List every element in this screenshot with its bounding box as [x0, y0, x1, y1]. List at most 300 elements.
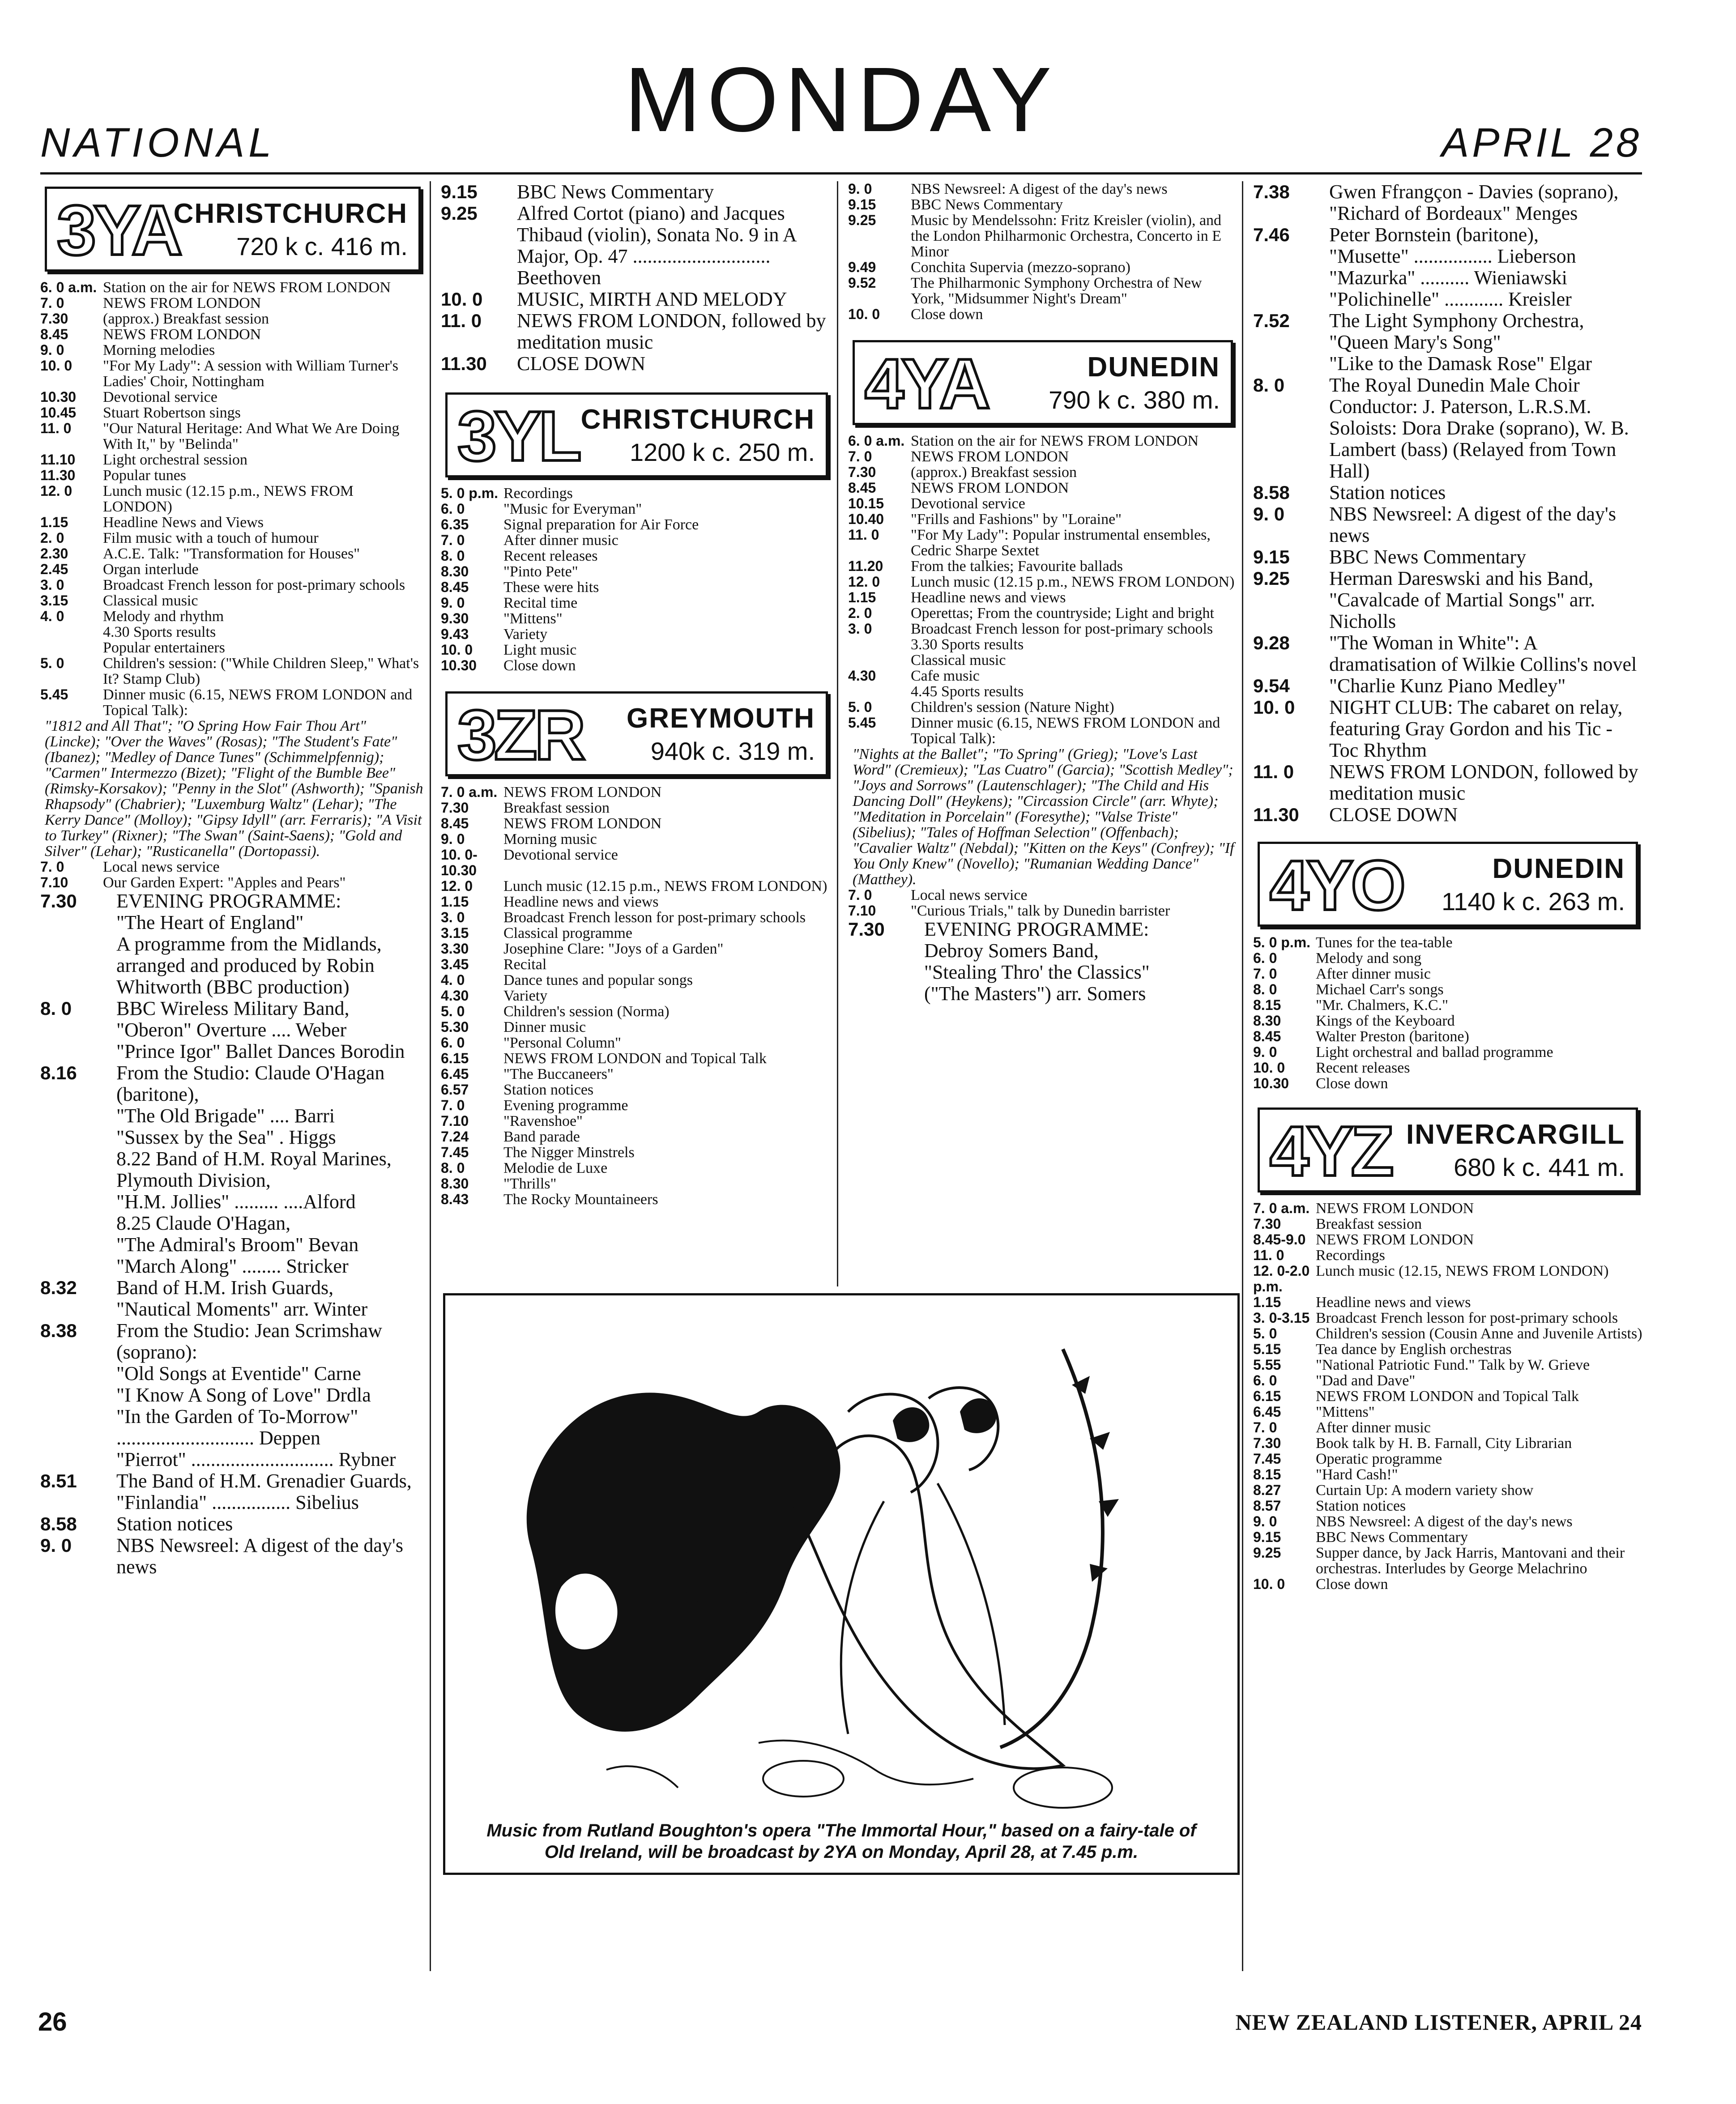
- entry-time: [40, 1041, 116, 1062]
- schedule-entry: [40, 640, 425, 656]
- entry-description: "H.M. Jollies" ......... ....Alford: [116, 1191, 356, 1213]
- station-header-3ya: [45, 187, 421, 272]
- entry-description: The Nigger Minstrels: [503, 1144, 635, 1161]
- entry-description: "Nautical Moments" arr. Winter: [116, 1298, 368, 1320]
- entry-time: 8. 0: [40, 998, 72, 1019]
- entry-description: Light orchestral session: [103, 451, 247, 468]
- entry-time: 6.45: [1253, 1404, 1281, 1420]
- entry-time: 11. 0: [1253, 1247, 1284, 1263]
- entry-description: NBS Newsreel: A digest of the day's news: [1316, 1513, 1573, 1530]
- entry-description: From the Studio: Jean Scrimshaw (soprano):: [116, 1320, 382, 1363]
- schedule-entry: [441, 642, 832, 658]
- entry-time: 7.38: [1253, 181, 1290, 202]
- entry-time: 9.15: [848, 196, 876, 213]
- schedule-entry: [40, 933, 425, 998]
- entry-time: 7.30: [1253, 1435, 1281, 1451]
- column-4: [1253, 181, 1642, 1592]
- entry-description: NEWS FROM LONDON: [503, 815, 662, 832]
- entry-time: 7.30: [40, 890, 77, 911]
- entry-time: 7. 0: [848, 887, 872, 903]
- schedule-entry: [40, 1234, 425, 1256]
- entry-description: Local news service: [103, 859, 220, 875]
- station-logo: 4YA: [865, 345, 988, 423]
- entry-description: Recordings: [1316, 1247, 1385, 1264]
- entry-description: Music by Mendelssohn: Fritz Kreisler (violin), and the London Philharmonic Orchestra, Concerto in E Minor: [911, 212, 1222, 260]
- entry-time: 7.10: [40, 874, 68, 890]
- schedule-entry: [848, 181, 1237, 197]
- schedule-entry: [40, 890, 425, 912]
- entry-time: 6.45: [441, 1066, 469, 1082]
- entry-time: 3.30: [441, 941, 469, 957]
- schedule-entry: [1253, 310, 1642, 332]
- entry-description: Classical music: [103, 592, 198, 609]
- entry-description: Close down: [1316, 1576, 1388, 1593]
- entry-time: [1253, 246, 1329, 267]
- schedule-entry: [1253, 375, 1642, 417]
- entry-time: 6.57: [441, 1082, 469, 1098]
- entry-description: "For My Lady": Popular instrumental ensembles, Cedric Sharpe Sextet: [911, 527, 1211, 559]
- entry-time: 11.30: [40, 467, 76, 483]
- entry-description: The Band of H.M. Grenadier Guards,: [116, 1470, 412, 1492]
- schedule-entry: [40, 1470, 425, 1492]
- entry-description: Devotional service: [911, 495, 1025, 512]
- entry-time: 9. 0: [40, 1535, 72, 1556]
- entry-time: 2.30: [40, 545, 68, 562]
- schedule-entry: [40, 1363, 425, 1384]
- entry-description: Josephine Clare: "Joys of a Garden": [503, 941, 724, 957]
- entry-time: 6. 0: [441, 1035, 465, 1051]
- entry-time: [848, 983, 924, 1005]
- entry-time: 10. 0-10.30: [441, 847, 478, 878]
- station-frequency: 1200 k c. 250 m.: [629, 438, 815, 466]
- entry-time: 12. 0: [40, 483, 73, 499]
- station-city: DUNEDIN: [1492, 853, 1625, 884]
- schedule-entry: [848, 983, 1237, 1005]
- entry-time: 11. 0: [40, 420, 72, 436]
- entry-time: 7. 0: [1253, 1419, 1277, 1435]
- schedule-entry: [848, 307, 1237, 322]
- entry-description: NEWS FROM LONDON, followed by meditation music: [1329, 761, 1638, 804]
- entry-description: 8.22 Band of H.M. Royal Marines, Plymouth Division,: [116, 1148, 392, 1191]
- entry-description: Variety: [503, 988, 548, 1004]
- entry-time: 3.45: [441, 956, 469, 972]
- entry-description: "Mittens": [503, 610, 563, 627]
- entry-time: 7.10: [441, 1113, 469, 1129]
- entry-description: NBS Newsreel: A digest of the day's news: [116, 1534, 403, 1578]
- schedule-entry: [40, 1213, 425, 1234]
- entry-time: [1253, 203, 1329, 224]
- schedule-entry: [1253, 1404, 1642, 1420]
- entry-description: 8.25 Claude O'Hagan,: [116, 1212, 291, 1234]
- station-logo: 4YO: [1270, 846, 1403, 925]
- entry-time: 9. 0: [1253, 503, 1285, 524]
- entry-description: Children's session: ("While Children Sleep," What's It? Stamp Club): [103, 655, 419, 687]
- entry-time: 8.45: [441, 815, 469, 831]
- schedule-entry: [1253, 589, 1642, 632]
- entry-description: Conchita Supervia (mezzo-soprano): [911, 259, 1130, 276]
- entry-time: 8.30: [1253, 1013, 1281, 1029]
- schedule-entry: [441, 910, 832, 925]
- schedule-4yo: [1253, 935, 1642, 1091]
- entry-time: 8.16: [40, 1062, 77, 1083]
- entry-time: 5.45: [40, 686, 68, 703]
- station-logo: 3YA: [57, 191, 180, 270]
- schedule-entry: [441, 289, 832, 310]
- entry-description: Lunch music (12.15 p.m., NEWS FROM LONDON): [911, 574, 1235, 590]
- station-frequency: 720 k c. 416 m.: [236, 232, 408, 260]
- entry-time: 10.45: [40, 405, 77, 421]
- entry-description: Stuart Robertson sings: [103, 405, 241, 421]
- schedule-entry: [40, 389, 425, 405]
- entry-time: [40, 1363, 116, 1384]
- entry-description: NEWS FROM LONDON: [911, 448, 1069, 465]
- schedule-entry: [40, 1320, 425, 1363]
- entry-description: "Stealing Thro' the Classics": [924, 961, 1150, 983]
- entry-description: BBC News Commentary: [911, 196, 1063, 213]
- schedule-entry: [40, 1277, 425, 1299]
- schedule-entry: [1253, 181, 1642, 203]
- entry-time: 7. 0: [40, 295, 64, 311]
- entry-time: 9. 0: [1253, 1044, 1277, 1060]
- schedule-3ya-evening-start: [40, 859, 425, 890]
- entry-time: 8.57: [1253, 1498, 1281, 1514]
- schedule-entry: [441, 658, 832, 673]
- entry-time: 4. 0: [441, 972, 465, 988]
- entry-description: Station notices: [1329, 481, 1446, 503]
- entry-time: 7.30: [441, 800, 469, 816]
- schedule-entry: [441, 353, 832, 375]
- entry-description: "Mr. Chalmers, K.C.": [1316, 997, 1448, 1014]
- entry-time: 5.30: [441, 1019, 469, 1035]
- schedule-entry: [441, 626, 832, 642]
- schedule-entry: [1253, 568, 1642, 589]
- entry-description: NEWS FROM LONDON and Topical Talk: [503, 1050, 767, 1067]
- schedule-entry: [1253, 1044, 1642, 1060]
- entry-description: Michael Carr's songs: [1316, 981, 1444, 998]
- schedule-entry: [848, 511, 1237, 527]
- schedule-entry: [1253, 546, 1642, 568]
- schedule-entry: [441, 1160, 832, 1176]
- entry-description: MUSIC, MIRTH AND MELODY: [517, 288, 787, 310]
- entry-description: "Cavalcade of Martial Songs" arr. Nicholls: [1329, 589, 1595, 632]
- entry-description: "Pinto Pete": [503, 563, 578, 580]
- schedule-entry: [441, 517, 832, 532]
- schedule-entry: [1253, 1295, 1642, 1310]
- entry-time: [40, 640, 103, 656]
- schedule-entry: [40, 1127, 425, 1148]
- schedule-entry: [40, 875, 425, 890]
- schedule-entry: [1253, 1545, 1642, 1576]
- entry-description: Close down: [503, 657, 576, 674]
- schedule-entry: [1253, 1373, 1642, 1388]
- entry-description: "Richard of Bordeaux" Menges: [1329, 202, 1578, 224]
- entry-time: 1.15: [40, 514, 68, 530]
- entry-time: 11.30: [441, 353, 487, 374]
- entry-time: [40, 1406, 116, 1449]
- entry-description: Station on the air for NEWS FROM LONDON: [103, 279, 391, 296]
- schedule-entry: [40, 280, 425, 295]
- entry-time: 9.49: [848, 259, 876, 275]
- entry-time: 5. 0 p.m.: [1253, 934, 1311, 950]
- entry-description: 4.45 Sports results: [911, 683, 1024, 700]
- entry-time: [40, 1105, 116, 1127]
- entry-time: 6.15: [1253, 1388, 1281, 1404]
- schedule-entry: [441, 1098, 832, 1113]
- entry-description: Debroy Somers Band,: [924, 940, 1099, 962]
- schedule-entry: [441, 203, 832, 289]
- entry-time: 3. 0-3.15: [1253, 1310, 1310, 1326]
- entry-time: 7. 0 a.m.: [1253, 1200, 1310, 1216]
- entry-description: "Charlie Kunz Piano Medley": [1329, 675, 1566, 697]
- schedule-entry: [1253, 761, 1642, 804]
- entry-time: 10.30: [1253, 1075, 1289, 1091]
- schedule-entry: [848, 637, 1237, 652]
- entry-description: EVENING PROGRAMME:: [116, 890, 341, 912]
- schedule-4ya-late: [1253, 181, 1642, 826]
- schedule-entry: [441, 1019, 832, 1035]
- entry-description: "The Admiral's Broom" Bevan: [116, 1234, 359, 1256]
- entry-description: "Ravenshoe": [503, 1113, 583, 1129]
- schedule-entry: [40, 468, 425, 483]
- entry-description: "Curious Trials," talk by Dunedin barrister: [911, 903, 1170, 919]
- schedule-entry: [848, 449, 1237, 464]
- entry-time: 8.15: [1253, 997, 1281, 1013]
- schedule-entry: [441, 486, 832, 501]
- entry-description: Light orchestral and ballad programme: [1316, 1044, 1553, 1061]
- entry-time: 5.45: [848, 715, 876, 731]
- entry-time: 6.35: [441, 516, 469, 532]
- entry-description: "Like to the Damask Rose" Elgar: [1329, 353, 1592, 375]
- entry-description: The Royal Dunedin Male Choir Conductor: J. Paterson, L.R.S.M.: [1329, 374, 1591, 417]
- entry-description: CLOSE DOWN: [517, 353, 646, 375]
- entry-description: Breakfast session: [1316, 1216, 1422, 1232]
- entry-description: "Personal Column": [503, 1035, 621, 1051]
- entry-description: Breakfast session: [503, 800, 610, 816]
- entry-description: Devotional service: [503, 847, 618, 863]
- entry-description: "Finlandia" ................ Sibelius: [116, 1491, 359, 1513]
- schedule-entry: [1253, 224, 1642, 246]
- entry-description: Alfred Cortot (piano) and Jacques Thibaud (violin), Sonata No. 9 in A Major, Op. 47 ............................ Beethoven: [517, 202, 796, 289]
- entry-time: 8.43: [441, 1191, 469, 1207]
- entry-time: [1253, 267, 1329, 289]
- entry-time: 7.30: [1253, 1216, 1281, 1232]
- entry-description: "Thrills": [503, 1176, 557, 1192]
- schedule-entry: [1253, 1576, 1642, 1592]
- entry-description: Walter Preston (baritone): [1316, 1028, 1469, 1045]
- entry-time: 8.45: [441, 579, 469, 595]
- entry-time: 10. 0: [1253, 1060, 1285, 1076]
- entry-description: Kings of the Keyboard: [1316, 1013, 1455, 1029]
- schedule-entry: [40, 452, 425, 468]
- entry-description: Broadcast French lesson for post-primary schools: [503, 909, 806, 926]
- entry-time: 10. 0: [1253, 697, 1295, 718]
- entry-time: 9. 0: [1253, 1513, 1277, 1529]
- entry-time: 10.15: [848, 495, 884, 511]
- entry-description: Children's session (Nature Night): [911, 699, 1114, 716]
- schedule-entry: [40, 593, 425, 609]
- schedule-entry: [441, 894, 832, 910]
- entry-description: Book talk by H. B. Farnall, City Librarian: [1316, 1435, 1572, 1452]
- schedule-entry: [40, 1256, 425, 1277]
- schedule-entry: [441, 784, 832, 800]
- entry-time: [40, 1256, 116, 1277]
- entry-time: 1.15: [848, 589, 876, 605]
- entry-time: 8.45: [40, 326, 68, 342]
- entry-time: 3. 0: [40, 577, 64, 593]
- entry-time: 6. 0: [441, 501, 465, 517]
- entry-time: [1253, 417, 1329, 482]
- schedule-entry: [1253, 697, 1642, 761]
- entry-time: [40, 1213, 116, 1234]
- entry-time: 7. 0: [40, 859, 64, 875]
- entry-time: 9.15: [1253, 1529, 1281, 1545]
- schedule-entry: [848, 213, 1237, 260]
- schedule-entry: [1253, 1013, 1642, 1029]
- entry-time: 2. 0: [40, 530, 64, 546]
- schedule-entry: [1253, 1029, 1642, 1044]
- schedule-entry: [441, 1066, 832, 1082]
- entry-time: 8.27: [1253, 1482, 1281, 1498]
- entry-time: 8. 0: [441, 548, 465, 564]
- schedule-entry: [848, 590, 1237, 605]
- station-header-4yo: [1258, 842, 1638, 927]
- entry-description: "March Along" ........ Stricker: [116, 1255, 349, 1277]
- schedule-entry: [441, 831, 832, 847]
- entry-description: Headline news and views: [911, 589, 1066, 606]
- entry-time: [40, 1384, 116, 1406]
- entry-description: "Old Songs at Eventide" Carne: [116, 1363, 361, 1384]
- column-divider: [1242, 181, 1243, 1971]
- schedule-entry: [848, 699, 1237, 715]
- entry-description: Devotional service: [103, 389, 218, 405]
- entry-time: 10.30: [40, 389, 77, 405]
- entry-time: 9. 0: [441, 595, 465, 611]
- entry-time: 2.45: [40, 561, 68, 577]
- schedule-entry: [1253, 246, 1642, 267]
- schedule-4yz: [1253, 1201, 1642, 1592]
- schedule-3ya-evening: [40, 890, 425, 1578]
- entry-time: 8.51: [40, 1470, 77, 1491]
- schedule-entry: [40, 656, 425, 687]
- entry-time: 8. 0: [441, 1160, 465, 1176]
- entry-description: Close down: [1316, 1075, 1388, 1092]
- dinner-music-list: "1812 and All That"; "O Spring How Fair Thou Art" (Lincke); "Over the Waves" (Rosas); "The Student's Fate" (Ibanez); "Medley of Dance Tunes" (Schimmelpfennig); "Carmen" Intermezzo (Bizet); "Flight of the Bumble Bee" (Rimsky-Korsakov); "Penny in the Slot" (Ashworth); "Spanish Rhapsody" (Chabrier); "Luxemburg Waltz" (Lehar); "The Kerry Dance" (Molloy); "Gipsy Idyll" (arr. Ferraris); "A Visit to Turkey" (Rixner); "The Swan" (Saint-Saens); "Gold and Silver" (Lehar); "Rusticanella" (Dortopassi).: [45, 718, 423, 860]
- schedule-entry: [40, 1449, 425, 1470]
- schedule-entry: [441, 847, 832, 878]
- entry-description: "Music for Everyman": [503, 501, 642, 517]
- entry-description: Dinner music: [503, 1019, 586, 1035]
- station-frequency: 940k c. 319 m.: [650, 737, 815, 765]
- column-divider: [837, 181, 838, 1286]
- entry-time: 8.45-9.0: [1253, 1231, 1306, 1248]
- entry-description: Popular tunes: [103, 467, 187, 484]
- entry-description: Recital: [503, 956, 547, 973]
- entry-description: Supper dance, by Jack Harris, Mantovani and their orchestras. Interludes by George Melachrino: [1316, 1545, 1625, 1577]
- entry-time: 7. 0: [441, 532, 465, 548]
- entry-description: "Sussex by the Sea" . Higgs: [116, 1126, 336, 1148]
- schedule-entry: [441, 1035, 832, 1051]
- schedule-4ya-day: [848, 433, 1237, 746]
- schedule-entry: [848, 621, 1237, 637]
- entry-description: BBC News Commentary: [1329, 546, 1526, 568]
- entry-time: 10. 0: [848, 306, 880, 322]
- schedule-entry: [1253, 353, 1642, 375]
- schedule-entry: [848, 887, 1237, 903]
- entry-description: NEWS FROM LONDON: [1316, 1231, 1474, 1248]
- entry-description: (approx.) Breakfast session: [103, 311, 269, 327]
- entry-description: After dinner music: [1316, 1419, 1431, 1436]
- entry-time: 6. 0 a.m.: [40, 279, 97, 295]
- entry-description: Lunch music (12.15 p.m., NEWS FROM LONDON): [103, 483, 354, 515]
- entry-description: Popular entertainers: [103, 639, 225, 656]
- schedule-entry: [848, 684, 1237, 699]
- entry-description: NBS Newsreel: A digest of the day's news: [911, 181, 1168, 197]
- station-logo: 3YL: [457, 397, 579, 476]
- network-label: NATIONAL: [40, 120, 276, 166]
- schedule-entry: [441, 532, 832, 548]
- entry-description: Broadcast French lesson for post-primary schools: [911, 621, 1213, 637]
- station-logo: 3ZR: [457, 696, 583, 775]
- schedule-entry: [1253, 675, 1642, 697]
- entry-description: CLOSE DOWN: [1329, 804, 1458, 826]
- schedule-entry: [1253, 1498, 1642, 1514]
- entry-time: 8.45: [1253, 1028, 1281, 1044]
- schedule-entry: [441, 957, 832, 972]
- schedule-entry: [40, 546, 425, 562]
- schedule-entry: [1253, 1076, 1642, 1091]
- schedule-entry: [441, 181, 832, 203]
- header-rule: [40, 172, 1642, 175]
- entry-time: 12. 0: [848, 574, 880, 590]
- schedule-entry: [1253, 1248, 1642, 1263]
- entry-time: 7.52: [1253, 310, 1290, 331]
- schedule-entry: [848, 464, 1237, 480]
- entry-description: Headline news and views: [1316, 1294, 1471, 1311]
- schedule-entry: [1253, 1310, 1642, 1326]
- entry-description: 3.30 Sports results: [911, 636, 1024, 653]
- schedule-entry: [848, 715, 1237, 746]
- schedule-entry: [40, 998, 425, 1041]
- entry-time: 4.30: [848, 668, 876, 684]
- entry-time: 1.15: [441, 894, 469, 910]
- entry-time: [40, 1148, 116, 1191]
- entry-time: 7.45: [1253, 1451, 1281, 1467]
- entry-description: Station notices: [503, 1082, 594, 1098]
- entry-time: [1253, 332, 1329, 353]
- entry-time: 3.15: [441, 925, 469, 941]
- schedule-entry: [40, 530, 425, 546]
- entry-time: 8.32: [40, 1277, 77, 1298]
- entry-description: Dinner music (6.15, NEWS FROM LONDON and Topical Talk):: [103, 686, 413, 719]
- column-2: [441, 181, 832, 1207]
- entry-time: 10. 0: [1253, 1576, 1285, 1592]
- schedule-entry: [848, 903, 1237, 919]
- entry-description: "The Old Brigade" .... Barri: [116, 1105, 335, 1127]
- schedule-entry: [848, 668, 1237, 684]
- entry-description: NEWS FROM LONDON: [103, 326, 261, 343]
- entry-description: Herman Dareswski and his Band,: [1329, 567, 1594, 589]
- entry-time: [848, 940, 924, 962]
- schedule-entry: [441, 548, 832, 564]
- entry-description: After dinner music: [1316, 966, 1431, 982]
- schedule-entry: [1253, 997, 1642, 1013]
- entry-time: 3.15: [40, 592, 68, 609]
- schedule-entry: [441, 564, 832, 579]
- publication-name: NEW ZEALAND LISTENER, APRIL 24: [1235, 2010, 1642, 2035]
- entry-time: 6. 0 a.m.: [848, 433, 905, 449]
- schedule-entry: [1253, 1514, 1642, 1529]
- schedule-entry: [441, 595, 832, 611]
